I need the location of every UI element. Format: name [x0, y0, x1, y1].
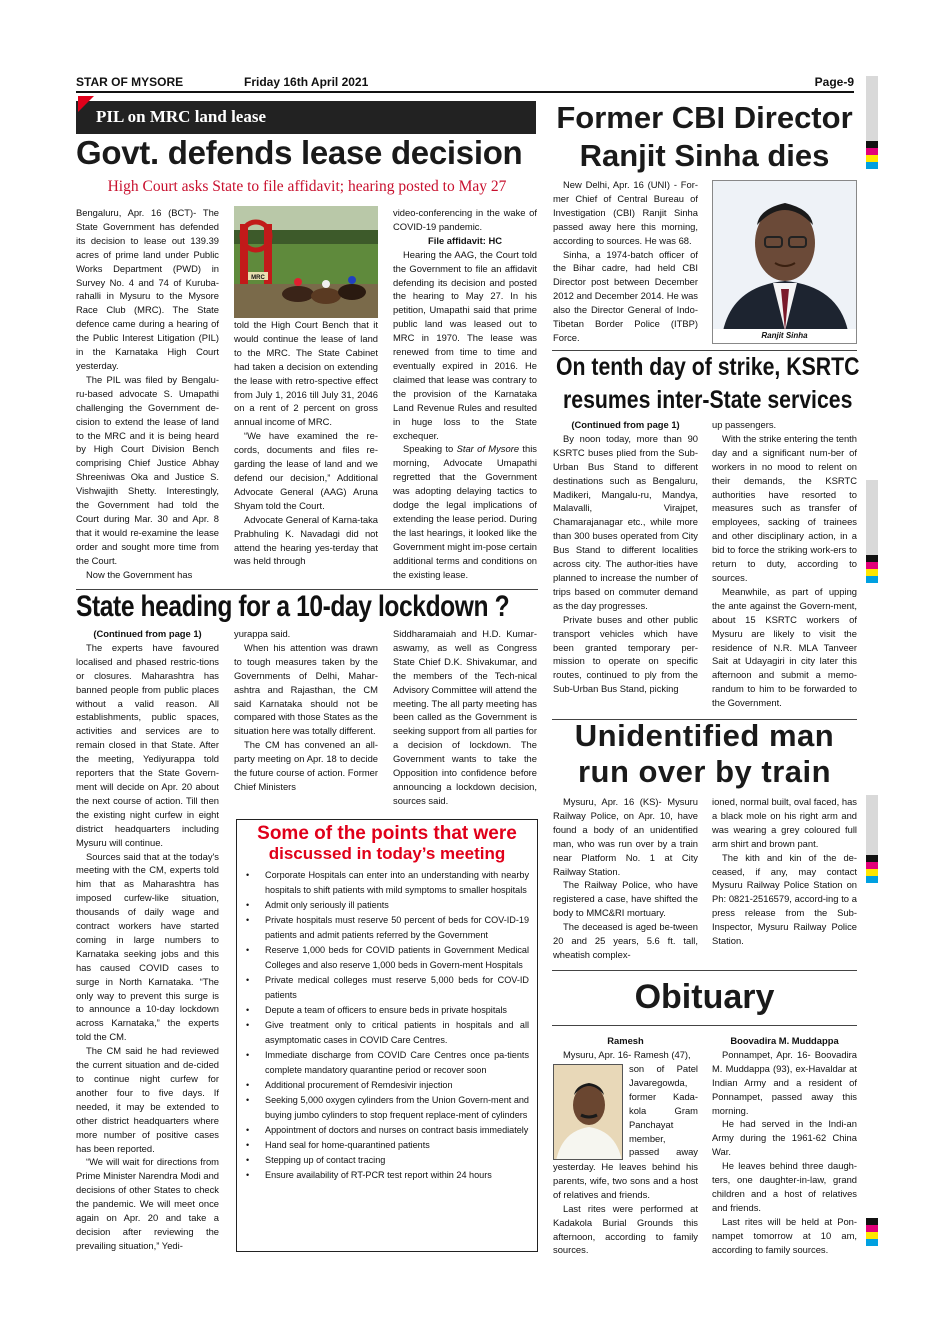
obituary-line: Panchayat: [629, 1118, 674, 1130]
ksrtc-column-2: [712, 418, 857, 718]
obituary-ramesh-beside: [629, 1062, 698, 1159]
section-rule: [552, 970, 857, 971]
lease-headline: Govt. defends lease decision: [76, 134, 523, 171]
mrc-sign-text: MRC: [251, 275, 265, 281]
obituary-line: Javaregowda,: [629, 1076, 688, 1088]
race-club-photo: [234, 206, 378, 318]
point-item: • Seeking 5,000 oxygen cylinders from the Union Govern-ment and buying jumbo cylinders to stop frequent replace-ment of cylinders: [237, 1093, 529, 1123]
ksrtc-para: Meanwhile, as part of upping the ante against the Govern-ment, about 15 KSRTC workers of Mysuru are likely to visit the residence of N.R. MLA Tanveer Sait at Udayagiri in city later this afternoon and submit a memo-randum to him to be forwarded to the Government.: [712, 585, 857, 709]
section-rule: [552, 350, 857, 351]
lockdown-column-3: [393, 627, 537, 811]
side-bar-mid: [866, 480, 878, 555]
obituary-para: yesterday. He leaves behind his parents, wife, two sons and a host of relatives and friends.: [553, 1161, 698, 1200]
ksrtc-para: By noon today, more than 90 KSRTC buses plied from the Sub-Urban Bus Stand to different destinations such as Bengaluru, Madikeri, Mangalu-ru, Mandya, Malavalli, Virajpet, Chamarajanagar etc., while more than 300 buses operated from City Bus Stand to different localities across city. The author-ities have planned to increase the number of trips based on commuter demand as the day progresses.: [553, 432, 698, 611]
ksrtc-para: Private buses and other public transport vehicles which have been granted temporary per-mission to operate on specific routes, continued to ply from the Sub-Urban Bus Stand, picking: [553, 613, 698, 695]
train-column-2: [712, 795, 857, 967]
swatch-magenta-2: [866, 562, 878, 569]
points-list: [237, 868, 537, 1183]
photo-caption: Ranjit Sinha: [713, 329, 856, 343]
obituary-ramesh: [553, 1034, 698, 1062]
obituary-line: former Kada-: [629, 1090, 698, 1102]
lockdown-para: “We will wait for directions from Prime Minister Narendra Modi and decisions of other States to check the pandemic. We will meet once again on Apr. 20 and take a decision after reviewing the prevailing situation,” Yedi-: [76, 1156, 219, 1251]
masthead-rule: [76, 91, 854, 93]
train-para: The deceased is aged be-tween 20 and 25 years, 5.6 ft. tall, wheatish complex-: [553, 921, 698, 960]
obituary-para: Last rites will be held at Pon-nampet tomorrow at 10 am, according to family sources.: [712, 1215, 857, 1255]
obituary-muddappa: [712, 1034, 857, 1257]
point-item: • Appointment of doctors and nurses on contract basis immediately: [237, 1123, 529, 1138]
box-title-2: discussed in today’s meeting: [268, 844, 506, 863]
paper-name-italic: Star of Mysore: [456, 443, 520, 455]
point-item: • Admit only seriously ill patients: [237, 898, 529, 913]
train-para: The kith and kin of the de-ceased, if any, may contact Mysuru Railway Police Station on Ph: 0821-2516579, accord-ing to a press release from the Sub-Inspector, Mysuru Railway Police Station.: [712, 851, 857, 947]
swatch-magenta-4: [866, 1225, 878, 1232]
ramesh-photo: [553, 1064, 623, 1160]
obituary-headline: Obituary: [634, 978, 775, 1016]
meeting-points-box: [236, 819, 538, 1252]
point-item: • Corporate Hospitals can enter into an understanding with nearby hospitals to shift patients with mild symptoms to smaller hospitals: [237, 868, 529, 898]
swatch-cyan-4: [866, 1239, 878, 1246]
section-rule: [552, 1025, 857, 1026]
obituary-name: Boovadira M. Muddappa: [730, 1035, 839, 1046]
swatch-black-4: [866, 1218, 878, 1225]
kicker-red-corner: [78, 96, 94, 112]
obituary-dateline: Mysuru, Apr. 16- Ramesh (47),: [563, 1048, 691, 1060]
cbi-headline-1: Former CBI Director: [556, 100, 853, 135]
ramesh-portrait-image: [554, 1065, 623, 1160]
lease-column-2: [234, 318, 378, 586]
obituary-para: Last rites were performed at Kadakola Burial Grounds this afternoon, according to family sources.: [553, 1202, 698, 1256]
swatch-yellow-2: [866, 569, 878, 576]
lockdown-para: The experts have favoured localised and phased restric-tions or closures. Maharashtra has banned people from public places without a valid reason. All establishments, public spaces, activities and services are to remain closed in that State. After the meeting, Yediyurappa told reporters that the State Govern-ment will decide on Apr. 20 about the next course of action. Till then the existing night curfew in eight district headquarters including Mysuru will continue.: [76, 641, 219, 848]
ksrtc-para: With the strike entering the tenth day and a significant num-ber of workers in no mood to relent on their demands, the KSRTC authorities have resorted to measures such as transfer of employees, sacking of trainees and other disciplinary action, in a bid to force the striking work-ers to return to duty, according to sources.: [712, 432, 857, 583]
continued-note: (Continued from page 1): [571, 419, 680, 430]
train-para: Mysuru, Apr. 16 (KS)- Mysuru Railway Police, on Apr. 10, have found a body of an unidentified man, who was run over by a train near Platform No. 1 at City Railway Station.: [553, 796, 698, 877]
text-run: this morning, Advocate Umapathi regretted that the Government was adopting delaying tactics to dodge the legal implications of extending the lease period. During the last hearings, it looked like the Government might im-pose certain additional terms and conditions on the existing lease.: [393, 443, 537, 580]
point-item: • Private hospitals must reserve 50 percent of beds for COV-ID-19 patients and admit patients referred by the Government: [237, 913, 529, 943]
swatch-black-3: [866, 855, 878, 862]
ksrtc-headline-2: resumes inter-State services: [563, 386, 853, 414]
lease-para: told the High Court Bench that it would continue the lease of land to the MRC. The State Cabinet had taken a decision on extending the lease with retro-spective effect from July 1, 2016 till July 31, 2046 on a rent of 2 percent on gross annual income of MRC.: [234, 319, 378, 428]
issue-date: Friday 16th April 2021: [244, 75, 369, 89]
lease-column-1: [76, 206, 219, 586]
ranjit-sinha-photo: [712, 180, 857, 344]
train-para: The Railway Police, who have registered a case, have shifted the body to MMC&RI mortuary.: [553, 879, 698, 919]
cbi-para: New Delhi, Apr. 16 (UNI) - For-mer Chief of Central Bureau of Investigation (CBI) Ranjit Sinha passed away here this morning, according to sources. He was 68.: [553, 179, 698, 246]
obituary-para: He had served in the Indi-an Army during the 1961-62 China War.: [712, 1118, 857, 1158]
point-item: • Ensure availability of RT-PCR test report within 24 hours: [237, 1168, 529, 1183]
cbi-text: [553, 178, 698, 350]
lease-subheading: File affidavit: HC: [428, 234, 502, 246]
box-title-1: Some of the points that were: [257, 823, 517, 844]
lease-para: [393, 442, 537, 581]
lease-para: Hearing the AAG, the Court told the Government to file an affidavit defending its decision and posted the hearing to May 27. In his petition, Umapathi said that prime public land was leased out to MRC in 1970. The lease was renewed from time to time and eventually expired in 2016. He claimed that lease was contrary to the provision of the Karnataka Land Revenue Rules and resulted in huge loss to the State exchequer.: [393, 248, 537, 441]
page-number: Page-9: [814, 75, 854, 89]
swatch-magenta: [866, 148, 878, 155]
lease-para: video-conferencing in the wake of COVID-19 pandemic.: [393, 207, 537, 232]
swatch-yellow: [866, 155, 878, 162]
point-item: • Depute a team of officers to ensure beds in private hospitals: [237, 1003, 529, 1018]
portrait-image: [713, 181, 857, 331]
lockdown-column-1: [76, 627, 219, 1267]
cbi-para: Sinha, a 1974-batch officer of the Bihar cadre, had held CBI Director post between December 2012 and December 2014. He was also the Director General of Indo-Tibetan Border Police (ITBP) Force.: [553, 248, 698, 343]
point-item: • Hand seal for home-quarantined patients: [237, 1138, 529, 1153]
lockdown-para: The CM said he had reviewed the current situation and de-cided to continue night curfew for another four to five days. If needed, it may be extended to other district headquarters where more number of positive cases has been reported.: [76, 1045, 219, 1154]
continued-note: (Continued from page 1): [93, 628, 202, 639]
point-item: • Additional procurement of Remdesivir injection: [237, 1078, 529, 1093]
lease-para: Bengaluru, Apr. 16 (BCT)- The State Government has defended its decision to lease out 139.39 acres of prime land under Public Works Department (PWD) in Survey No. 4 and 74 of Kuruba-rahalli in Mysuru to the Mysore Race Club (MRC). The State defence came during a hearing of the Public Interest Litigation (PIL) in the Karnataka High Court yesterday.: [76, 207, 219, 371]
lockdown-para: Siddharamaiah and H.D. Kumar-aswamy, as well as Congress State Chief D.K. Shivakumar, and the members of the Tech-nical Advisory Committee will attend the meeting. The all party meeting has been called as the Government is seeking support from all parties for a decision of lockdown. The Government wants to take the Opposition into confidence before announcing a lockdown decision, sources said.: [393, 628, 537, 806]
side-bar-low: [866, 795, 878, 855]
train-column-1: [553, 795, 698, 967]
train-headline-2: run over by train: [577, 754, 832, 789]
obituary-ramesh-rest: [553, 1160, 698, 1257]
lockdown-para: The CM has convened an all-party meeting on Apr. 18 to decide the future course of action. Former Chief Ministers: [234, 739, 378, 792]
train-para: ioned, normal built, oval faced, has a black mole on his right arm and was wearing a grey coloured full arm shirt and brown pant.: [712, 796, 857, 849]
lockdown-column-2: [234, 627, 378, 811]
point-item: • Immediate discharge from COVID Care Centres once pa-tients complete mandatory quarantine period or recover soon: [237, 1048, 529, 1078]
side-bar-top: [866, 76, 878, 141]
obituary-line: member,: [629, 1132, 666, 1144]
swatch-magenta-3: [866, 862, 878, 869]
point-item: • Give treatment only to critical patients in hospitals and all asymptomatic cases in COVID Care Centres.: [237, 1018, 529, 1048]
swatch-yellow-4: [866, 1232, 878, 1239]
obituary-line: son of Patel: [629, 1063, 698, 1074]
masthead: [76, 72, 854, 92]
obituary-line: kola Gram: [629, 1104, 698, 1116]
lockdown-para: yurappa said.: [234, 628, 291, 639]
obituary-para: He leaves behind three daugh-ters, one daughter-in-law, grand children and a host of relatives and friends.: [712, 1160, 857, 1213]
swatch-cyan-2: [866, 576, 878, 583]
point-item: • Reserve 1,000 beds for COVID patients in Government Medical Colleges and also reserve 1,000 beds in Govern-ment Hospitals: [237, 943, 529, 973]
train-headline-1: Unidentified man: [574, 718, 835, 753]
paper-name: STAR OF MYSORE: [76, 75, 184, 89]
lease-para: Now the Government has: [86, 568, 193, 580]
lease-para: The PIL was filed by Bengalu-ru-based advocate S. Umapathi challenging the Government de-cision to extend the lease of land to the MRC and it is being heard by High Court Division Bench comprising Chief Justice Abhay Shreeniwas Oka and Justice S. Vishwajith Shetty. Interestingly, the Government had told the Court during Mar. 30 and Apr. 8 that it would re-examine the lease order and sought more time from the Court.: [76, 373, 219, 566]
ksrtc-para: up passengers.: [712, 419, 777, 430]
lease-para: Advocate General of Karna-taka Prabhuling K. Navadagi did not attend the hearing yes-terday that was held through: [234, 513, 378, 567]
lease-subhead: High Court asks State to file affidavit; hearing posted to May 27: [107, 178, 507, 195]
lease-para: “We have examined the re-cords, documents and files re-garding the lease of land and we defend our decision,” Additional Advocate General (AAG) Aruna Shyam told the Court.: [234, 430, 378, 511]
swatch-cyan: [866, 162, 878, 169]
ksrtc-column-1: [553, 418, 698, 718]
swatch-yellow-3: [866, 869, 878, 876]
swatch-black: [866, 141, 878, 148]
text-run: Speaking to: [403, 443, 457, 455]
lease-column-3: [393, 206, 537, 586]
lockdown-headline: State heading for a 10-day lockdown ?: [76, 590, 510, 623]
point-item: • Stepping up of contact tracing: [237, 1153, 529, 1168]
obituary-para: Ponnampet, Apr. 16- Boovadira M. Muddappa (93), ex-Havaldar at Indian Army and a resident of Ponnampet, passed away this morning.: [712, 1048, 857, 1116]
swatch-cyan-3: [866, 876, 878, 883]
point-item: • Private medical colleges must reserve 5,000 beds for COV-ID patients: [237, 973, 529, 1003]
lockdown-para: Sources said that at the today's meeting with the CM, experts told him that as Maharashtra has imposed curfew-like situation, thousands of daily wage and contract workers have started coming in large numbers to Karnataka seeking jobs and this has caused COVID cases to surge in North Karnataka. “The only way to prevent this surge is to announce a 10-day lockdown across Karnataka,” the experts told the CM.: [76, 850, 219, 1043]
lockdown-para: When his attention was drawn to tough measures taken by the Governments of Delhi, Mahar-ashtra and Rajasthan, the CM said Karnataka should not be compared with those States as the situation here was totally different.: [234, 641, 378, 737]
obituary-line: passed away: [629, 1146, 698, 1158]
ksrtc-headline-1: On tenth day of strike, KSRTC: [556, 353, 860, 381]
kicker-text: PIL on MRC land lease: [96, 107, 267, 126]
race-horses-image: [234, 206, 378, 318]
cbi-headline-2: Ranjit Sinha dies: [579, 138, 830, 173]
obituary-name: Ramesh: [607, 1035, 644, 1046]
swatch-black-2: [866, 555, 878, 562]
